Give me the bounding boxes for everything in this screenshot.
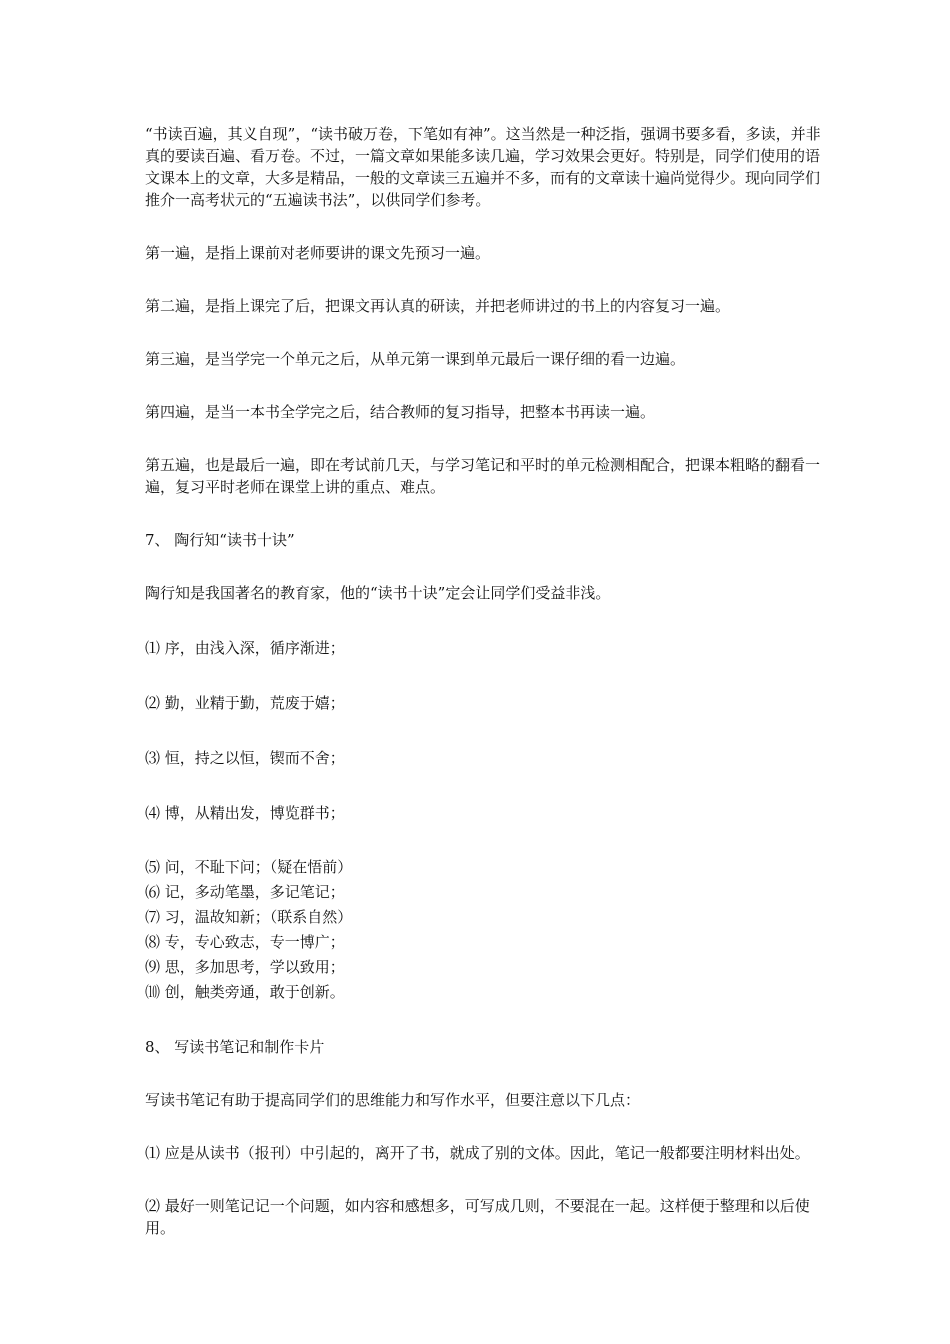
section-7-heading: 7、 陶行知“读书十诀” <box>145 531 295 549</box>
rule-item: ⑶ 恒，持之以恒，锲而不舍； <box>145 749 345 767</box>
rule-item: ⑵ 勤，业精于勤，荒废于嬉； <box>145 694 345 712</box>
rule-item: ⑹ 记，多动笔墨，多记笔记； <box>145 883 345 901</box>
rule-item: ⑷ 博，从精出发，博览群书； <box>145 804 345 822</box>
section-8-heading: 8、 写读书笔记和制作卡片 <box>145 1038 325 1056</box>
rule-list-tight <box>145 855 825 1005</box>
rule-item: ⑴ 序，由浅入深，循序渐进； <box>145 639 345 657</box>
note-point: ⑴ 应是从读书（报刊）中引起的，离开了书，就成了别的文体。因此，笔记一般都要注明材料出处。 <box>145 1144 810 1162</box>
second-read-paragraph: 第二遍，是指上课完了后，把课文再认真的研读，并把老师讲过的书上的内容复习一遍。 <box>145 297 731 315</box>
fourth-read-paragraph: 第四遍，是当一本书全学完之后，结合教师的复习指导，把整本书再读一遍。 <box>145 403 656 421</box>
rule-item: ⑻ 专，专心致志，专一博广； <box>145 933 345 951</box>
rule-item: ⑺ 习，温故知新；（联系自然） <box>145 908 353 926</box>
rule-item: ⑽ 创，触类旁通，敢于创新。 <box>145 983 345 1001</box>
rule-item: ⑼ 思，多加思考，学以致用； <box>145 958 345 976</box>
section-8-intro: 写读书笔记有助于提高同学们的思维能力和写作水平，但要注意以下几点： <box>145 1091 641 1109</box>
rule-item: ⑸ 问，不耻下问；（疑在悟前） <box>145 858 353 876</box>
third-read-paragraph: 第三遍，是当学完一个单元之后，从单元第一课到单元最后一课仔细的看一边遍。 <box>145 350 686 368</box>
note-point: ⑵ 最好一则笔记记一个问题，如内容和感想多，可写成几则，不要混在一起。这样便于整理和以后使用。 <box>145 1197 810 1237</box>
intro-paragraph: “书读百遍，其义自现”，“读书破万卷，下笔如有神”。这当然是一种泛指，强调书要多看，多读，并非真的要读百遍、看万卷。不过，一篇文章如果能多读几遍，学习效果会更好。特别是，同学们使用的语文课本上的文章，大多是精品，一般的文章读三五遍并不多，而有的文章读十遍尚觉得少。现向同学们推介一高考状元的“五遍读书法”，以供同学们参考。 <box>145 125 821 209</box>
fifth-read-paragraph: 第五遍，也是最后一遍，即在考试前几天，与学习笔记和平时的单元检测相配合，把课本粗略的翻看一遍，复习平时老师在课堂上讲的重点、难点。 <box>145 456 821 496</box>
first-read-paragraph: 第一遍，是指上课前对老师要讲的课文先预习一遍。 <box>145 244 491 262</box>
document-page <box>145 123 825 1239</box>
section-7-intro: 陶行知是我国著名的教育家，他的“读书十诀”定会让同学们受益非浅。 <box>145 584 611 602</box>
